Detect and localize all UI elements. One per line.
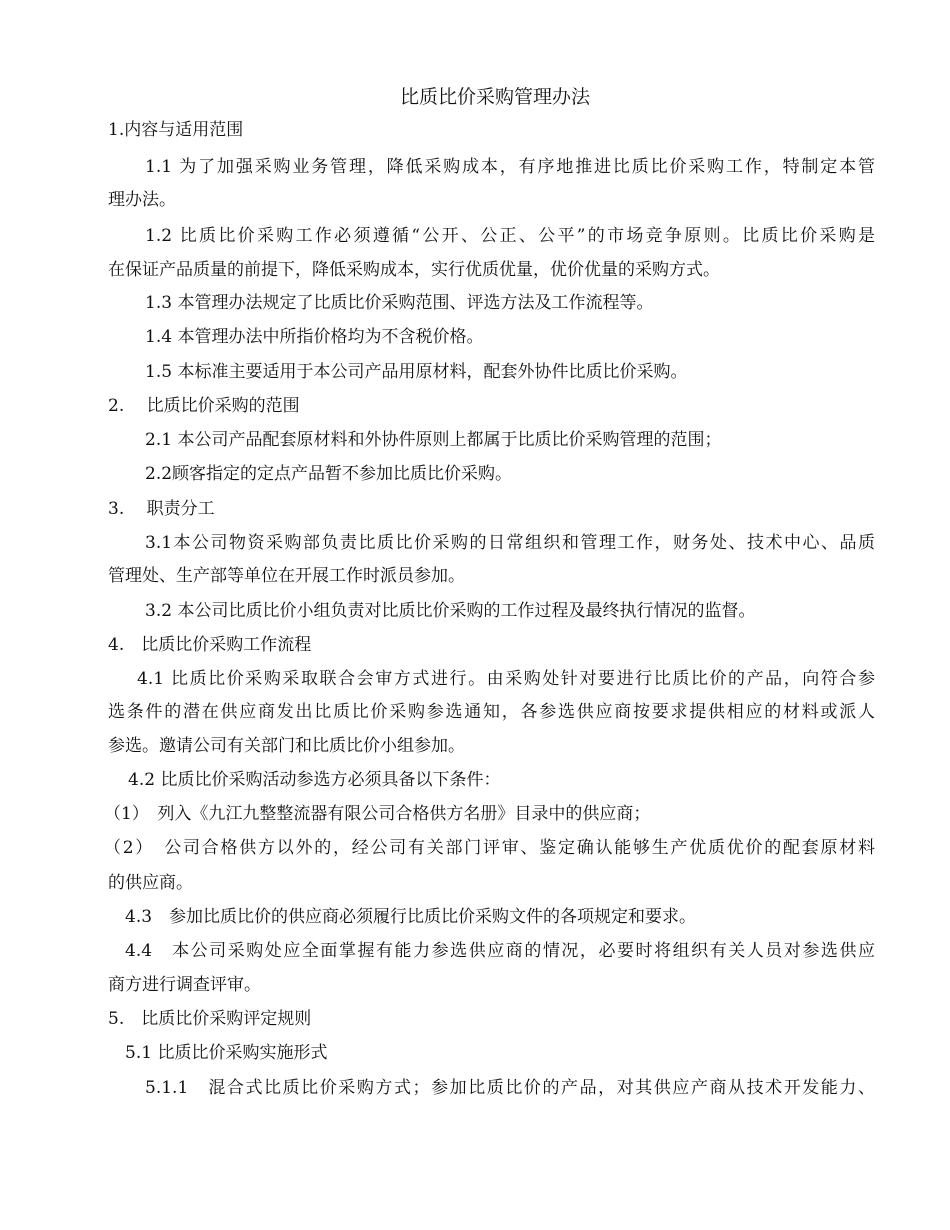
paragraph-line: 4.4 本公司采购处应全面掌握有能力参选供应商的情况，必要时将组织有关人员对参选供应 <box>125 941 875 961</box>
paragraph-line: 商方进行调查评审。 <box>108 975 261 995</box>
paragraph-line: 1.2 比质比价采购工作必须遵循“公开、公正、公平”的市场竞争原则。比质比价采购是 <box>145 226 875 246</box>
paragraph-line: 2.1 本公司产品配套原材料和外协件原则上都属于比质比价采购管理的范围； <box>145 430 722 450</box>
section-heading: 5. 比质比价采购评定规则 <box>108 1009 312 1029</box>
paragraph-line: 4.2 比质比价采购活动参选方必须具备以下条件： <box>128 770 501 790</box>
paragraph-line: 管理处、生产部等单位在开展工作时派员参加。 <box>108 566 465 586</box>
section-heading: 4. 比质比价采购工作流程 <box>108 635 312 655</box>
paragraph-line: 的供应商。 <box>108 873 193 893</box>
paragraph-line: 5.1.1 混合式比质比价采购方式；参加比质比价的产品，对其供应产商从技术开发能力、 <box>145 1078 875 1098</box>
section-heading: 1.内容与适用范围 <box>108 120 244 140</box>
section-heading: 2. 比质比价采购的范围 <box>108 396 300 416</box>
paragraph-line: 选条件的潜在供应商发出比质比价采购参选通知，各参选供应商按要求提供相应的材料或派人 <box>108 702 875 722</box>
subsection-heading: 5.1 比质比价采购实施形式 <box>125 1043 328 1063</box>
paragraph-line: 1.4 本管理办法中所指价格均为不含税价格。 <box>145 327 484 347</box>
list-item: （1） 列入《九江九整整流器有限公司合格供方名册》目录中的供应商； <box>104 804 651 824</box>
paragraph-line: 在保证产品质量的前提下，降低采购成本，实行优质优量，优价优量的采购方式。 <box>108 260 720 280</box>
paragraph-line: 参选。邀请公司有关部门和比质比价小组参加。 <box>108 736 465 756</box>
paragraph-line: 4.1 比质比价采购采取联合会审方式进行。由采购处针对要进行比质比价的产品，向符合参 <box>137 669 875 689</box>
paragraph-line: 2.2顾客指定的定点产品暂不参加比质比价采购。 <box>145 464 513 484</box>
paragraph-line: 1.3 本管理办法规定了比质比价采购范围、评选方法及工作流程等。 <box>145 293 654 313</box>
document-title: 比质比价采购管理办法 <box>399 86 590 108</box>
paragraph-line: 4.3 参加比质比价的供应商必须履行比质比价采购文件的各项规定和要求。 <box>125 907 697 927</box>
section-heading: 3. 职责分工 <box>108 499 215 519</box>
list-item: （2） 公司合格供方以外的，经公司有关部门评审、鉴定确认能够生产优质优价的配套原材料 <box>104 838 875 858</box>
paragraph-line: 3.1本公司物资采购部负责比质比价采购的日常组织和管理工作，财务处、技术中心、品质 <box>145 533 875 553</box>
paragraph-line: 3.2 本公司比质比价小组负责对比质比价采购的工作过程及最终执行情况的监督。 <box>145 601 756 621</box>
paragraph-line: 1.1 为了加强采购业务管理，降低采购成本，有序地推进比质比价采购工作，特制定本管 <box>145 157 875 177</box>
paragraph-line: 理办法。 <box>108 190 176 210</box>
paragraph-line: 1.5 本标准主要适用于本公司产品用原材料，配套外协件比质比价采购。 <box>145 362 688 382</box>
